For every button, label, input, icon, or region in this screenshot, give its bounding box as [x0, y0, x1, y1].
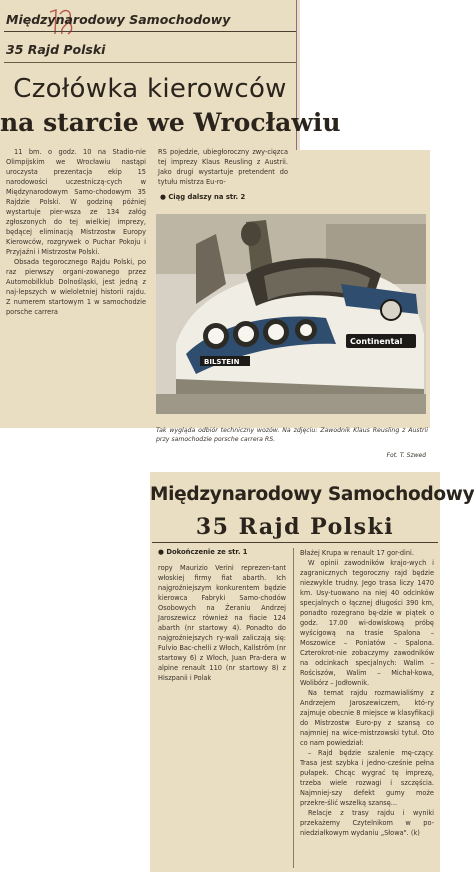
- paragraph: 11 bm. o godz. 10 na Stadio-nie Olimpijskim we Wrocławiu nastąpi uroczysta prezentacja ekip 15 narodowości uczestniczą-cych w Międzynarodowym Samo-chodowym 35 Rajdzie Polski. W godzinę później wystartuje pier-wsza ze 134 załóg zgłoszonych do tej wielkiej imprezy, będącej eliminacją Mistrzostw Europy Kierowców, rozgrywek o Puchar Pokoju i Przyjaźni i Mistrzostw Polski.: [6, 148, 146, 256]
- decal-continental: Continental: [350, 337, 403, 346]
- paragraph: – Rajd będzie szalenie mę-czący. Trasa jest szybka i jedno-cześnie pełna pułapek. Chcąc wygrać tę imprezę, trzeba wiele rozwagi i szczęścia. Najmniej-szy defekt gumy może przekre-ślić wszelką szansę...: [300, 749, 434, 807]
- rule: [152, 542, 438, 543]
- paragraph: RS pojedzie, ubiegłoroczny zwy-cięzca tej imprezy Klaus Reusling z Austrii. Jako drugi wystartuje pretendent do tytułu mistrza Eu-ro-: [158, 148, 288, 186]
- kicker-line-2: 35 Rajd Polski: [6, 42, 106, 57]
- paragraph: W opinii zawodników krajo-wych i zagranicznych tegoroczny rajd będzie niezwykle trudny. Jego trasa liczy 1470 km. Usy-tuowano na niej 40 odcinków specjalnych o łącznej długości 390 km, ponadto rozegrano bę-dzie w piątek o godz. 17.00 wi-dowiskową próbę wyścigową na trasie Spalona – Moszowice – Poniatów – Spalona. Czterokrot-nie zobaczymy zawodników na odcinkach specjalnych: Walim – Rościszów, Walim – Michał-kowa, Wolibórz – Jodłownik.: [300, 559, 434, 687]
- continued-note: [160, 193, 245, 201]
- paragraph: Relacje z trasy rajdu i wyniki przekażemy Czytelnikom w po-niedziałkowym wydaniu „Słowa". (k): [300, 809, 434, 837]
- article-column-1: [6, 147, 146, 317]
- bullet-icon: ●: [158, 548, 164, 556]
- paragraph: Obsada tegorocznego Rajdu Polski, po raz pierwszy organi-zowanego przez Automobilklub Dolnośląski, jest jedną z naj-lepszych w wieloletniej historii rajdu. Z numerem startowym 1 w samochodzie porsche carrera: [6, 258, 146, 316]
- paragraph: ropy Maurizio Verini reprezen-tant włoskiej firmy fiat abarth. Ich najgroźniejszym konkurentem będzie kierowca Fabryki Samo-chodów Osobowych na Żeraniu Andrzej Jaroszewicz również na fiacie 124 abarth (nr startowy 4). Ponadto do najgroźniejszych ry-wali zaliczają się: Fulvio Bac-chelli z Włoch, Kallström (nr startowy 6) z Włoch, Juan Pra-dera w alpine renault 110 (nr startowy 8) z Hiszpanii i Polak: [158, 564, 286, 682]
- headline-line-2: na starcie we Wrocławiu: [0, 108, 341, 137]
- decal-bilstein: BILSTEIN: [204, 358, 240, 366]
- continued-from-note: [158, 548, 248, 556]
- photo-caption: Tak wygląda odbiór techniczny wozów. Na zdjęciu: Zawodnik Klaus Reusling z Austrii przy samochodzie porsche carrera RS.: [156, 427, 428, 443]
- paragraph: Błażej Krupa w renault 17 gor-dini.: [300, 549, 414, 557]
- rule: [4, 31, 296, 32]
- bullet-icon: ●: [160, 193, 166, 201]
- paragraph: Na temat rajdu rozmawialiśmy z Andrzejem Jaroszewiczem, któ-ry zajmuje obecnie 8 miejsce w klasyfikacji do Mistrzostw Euro-py z szansą co najmniej na wice-mistrzowski tytuł. Oto co nam powiedział:: [300, 689, 434, 747]
- article-column-2: [158, 147, 288, 187]
- continued-label: Ciąg dalszy na str. 2: [168, 193, 246, 201]
- headline-line-1: Czołówka kierowców: [13, 74, 287, 104]
- photo-credit: Fot. T. Szwed: [386, 452, 426, 459]
- kicker-line-1: Międzynarodowy Samochodowy: [6, 12, 231, 27]
- clipping2-kicker: Międzynarodowy Samochodowy: [150, 484, 474, 505]
- rule: [4, 62, 296, 63]
- article2-column-1: [158, 563, 286, 683]
- column-divider: [293, 548, 294, 868]
- porsche-car-illustration: [156, 214, 426, 414]
- rally-car-photo: [156, 214, 426, 414]
- clipping2-title: 35 Rajd Polski: [195, 514, 395, 540]
- continued-from-label: Dokończenie ze str. 1: [166, 548, 248, 556]
- article2-column-2: [300, 548, 434, 838]
